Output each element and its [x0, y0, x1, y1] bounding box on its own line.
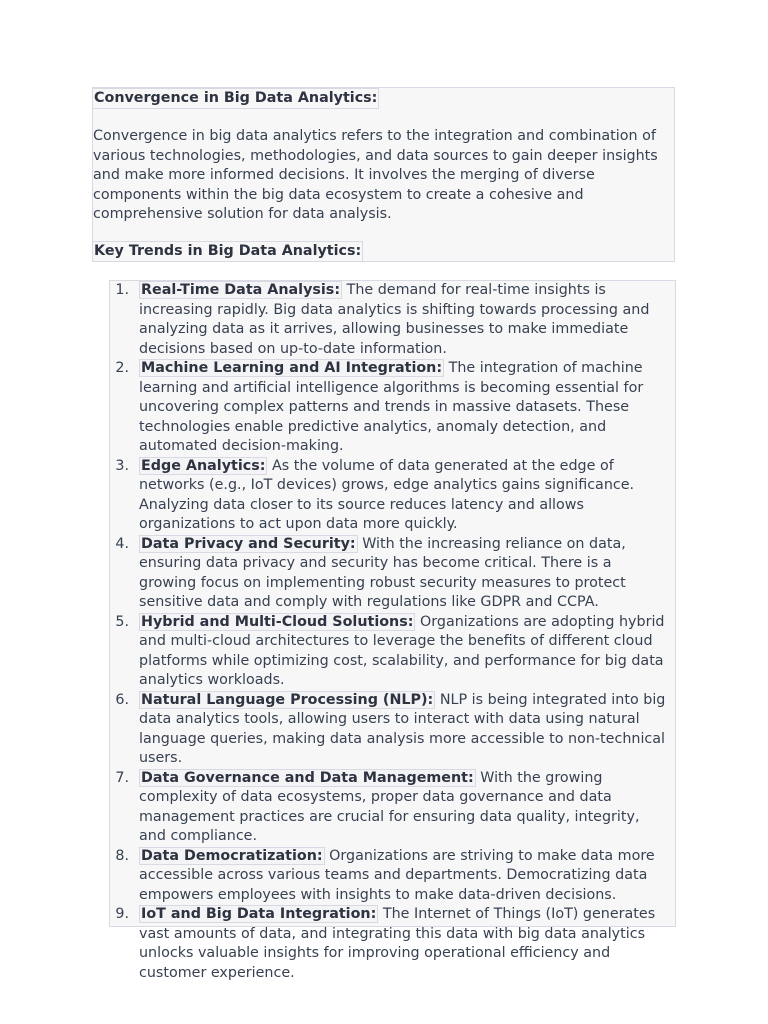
- trends-list: [109, 281, 669, 983]
- section-title-convergence: Convergence in Big Data Analytics:: [92, 88, 379, 109]
- trend-term: Data Democratization:: [141, 847, 323, 864]
- list-number: 6.: [115, 691, 129, 708]
- trend-term: Real-Time Data Analysis:: [141, 282, 341, 298]
- list-item: [109, 359, 669, 457]
- list-item: [109, 769, 669, 847]
- list-item: [109, 535, 669, 613]
- list-item: [109, 691, 669, 769]
- trend-term: Natural Language Processing (NLP):: [141, 691, 434, 708]
- trend-text: NLP is being integrated into big data analytics tools, allowing users to interact with data using natural language queries, making data analysis more accessible to non-technical users.: [139, 691, 666, 766]
- list-item: [109, 457, 669, 535]
- trend-text: With the growing complexity of data ecosystems, proper data governance and data management practices are crucial for ensuring data quality, integrity, and compliance.: [139, 769, 640, 844]
- list-number: 8.: [115, 847, 129, 864]
- trend-term: Machine Learning and AI Integration:: [141, 360, 443, 376]
- intro-paragraph: Convergence in big data analytics refers to the integration and combination of various technologies, methodologies, and data sources to gain deeper insights and make more informed decisions. It involves the merging of diverse components within the big data ecosystem to create a cohesive and comprehensive solution for data analysis.: [93, 128, 658, 222]
- list-number: 5.: [115, 613, 129, 630]
- trend-text: The integration of machine learning and artificial intelligence algorithms is becoming essential for uncovering complex patterns and trends in massive datasets. These technologies enable predictive analytics, anomaly detection, and automated decision-making.: [139, 360, 644, 454]
- trend-term: IoT and Big Data Integration:: [141, 906, 377, 922]
- list-number: 1.: [115, 282, 129, 298]
- trend-term: Data Governance and Data Management:: [141, 769, 474, 786]
- trend-text: With the increasing reliance on data, ensuring data privacy and security has become critical. There is a growing focus on implementing robust security measures to protect sensitive data and comply with regulations like GDPR and CCPA.: [139, 535, 626, 610]
- trend-term: Edge Analytics:: [141, 457, 266, 474]
- list-number: 7.: [115, 769, 129, 786]
- list-number: 3.: [115, 457, 129, 474]
- trend-text: Organizations are adopting hybrid and multi-cloud architectures to leverage the benefits of different cloud platforms while optimizing cost, scalability, and performance for big data analytics workloads.: [139, 613, 665, 688]
- trend-text: The Internet of Things (IoT) generates vast amounts of data, and integrating this data with big data analytics unlocks valuable insights for improving operational efficiency and customer experience.: [139, 906, 656, 981]
- list-number: 2.: [115, 360, 129, 376]
- trend-term: Data Privacy and Security:: [141, 535, 356, 552]
- list-item: [109, 905, 669, 983]
- trend-term: Hybrid and Multi-Cloud Solutions:: [141, 613, 414, 630]
- list-item: [109, 613, 669, 691]
- trend-text: As the volume of data generated at the edge of networks (e.g., IoT devices) grows, edge analytics gains significance. Analyzing data closer to its source reduces latency and allows organizations to act upon data more quickly.: [139, 457, 635, 532]
- list-number: 9.: [115, 906, 129, 922]
- list-number: 4.: [115, 535, 129, 552]
- trend-text: The demand for real-time insights is increasing rapidly. Big data analytics is shifting towards processing and analyzing data as it arrives, allowing businesses to make immediate decisions based on up-to-date information.: [139, 282, 650, 357]
- trend-text: Organizations are striving to make data more accessible across various teams and departments. Democratizing data empowers employees with insights to make data-driven decisions.: [139, 847, 655, 903]
- section-title-key-trends: Key Trends in Big Data Analytics:: [92, 241, 363, 262]
- list-item: [109, 281, 669, 359]
- list-item: [109, 847, 669, 906]
